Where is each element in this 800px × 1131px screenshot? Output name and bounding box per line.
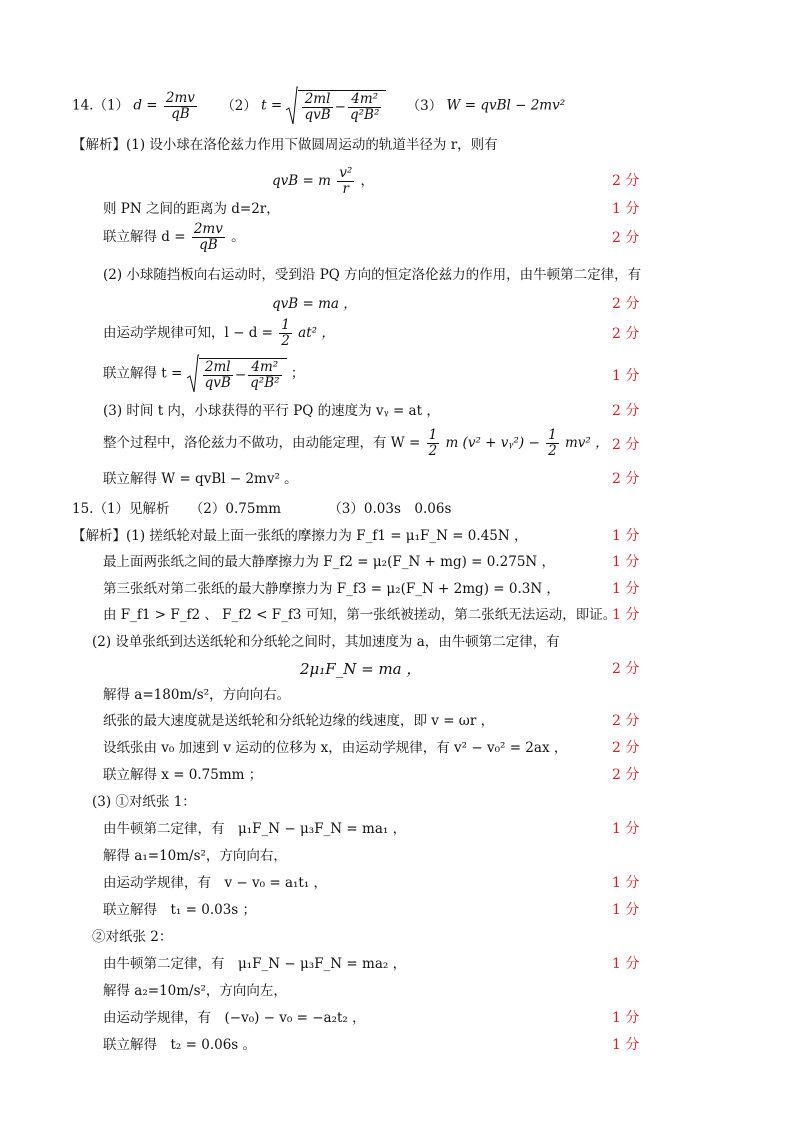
q14-eq-d-num: 2mv (193, 221, 223, 237)
q15-line-15: ②对纸张 2： (92, 929, 173, 945)
q14-eq-w-pre: 整个过程中，洛伦兹力不做功，由动能定理，有 W = (103, 435, 421, 451)
q14-eq-w-frac2 (546, 428, 559, 459)
q15-pts-2: 1 分 (612, 581, 640, 597)
q14-pts-3: 2 分 (612, 230, 640, 246)
q14-eq-circ-tail: ， (360, 173, 375, 189)
q14-part2-intro: (2) 小球随挡板向右运动时，受到沿 PQ 方向的恒定洛伦兹力的作用，由牛顿第二定律，有 (103, 267, 642, 283)
q14-eq-d-fraction (192, 222, 225, 253)
q14-a2-frac2 (348, 92, 381, 123)
q14-eq-t-n2: 4m² (251, 358, 279, 375)
q15-line-14: 联立解得 t₁ = 0.03s ； (103, 902, 257, 918)
q14-eq-d-pre: 联立解得 d = (103, 229, 186, 245)
q14-eq-kin-tail: at² ， (298, 325, 335, 341)
q14-eq-kin-pre: 由运动学规律可知，l − d = (103, 325, 273, 341)
q14-eq-circ-num: v² (339, 165, 353, 181)
q14-eq-d-den: qB (192, 237, 225, 253)
q15-pts-9: 2 分 (612, 767, 640, 783)
q15-pts-5: 2 分 (612, 661, 640, 677)
q14-part3-line: (3) 时间 t 内，小球获得的平行 PQ 的速度为 vᵧ = at ， (103, 403, 440, 419)
q14-a2-lhs: t = (261, 97, 283, 114)
q14-a2-frac2-den: q²B² (349, 106, 380, 123)
q14-eq-circular-motion (272, 166, 374, 197)
q14-eq-circ-fraction (337, 166, 354, 197)
q15-line-1: 最上面两张纸之间的最大静摩擦力为 F_f2 = μ₂(F_N + mg) = 0.275N ， (103, 554, 556, 570)
q14-eq-circ-lhs: qvB = m (272, 173, 331, 189)
q15-pts-0: 1 分 (612, 528, 640, 544)
q15-line-0: 【解析】(1) 搓纸轮对最上面一张纸的摩擦力为 F_f1 = μ₁F_N = 0.45N ， (72, 528, 528, 544)
q14-a2-minus: − (334, 99, 346, 115)
q14-eq-t-frac2 (248, 360, 281, 391)
q14-eq-w-den1: 2 (428, 443, 438, 459)
q14-a1-fraction (164, 91, 197, 122)
q14-eq-t-tail: ； (290, 365, 305, 382)
q15-line-9: 联立解得 x = 0.75mm ； (103, 767, 263, 783)
q14-eq-w-tail: mv² ， (564, 435, 609, 451)
q14-eq-w-num2: 1 (548, 427, 557, 443)
q15-line-5: 2μ₁F_N = ma ， (300, 660, 422, 678)
q14-explanation-intro: 【解析】(1) 设小球在洛伦兹力作用下做圆周运动的轨道半径为 r，则有 (72, 137, 498, 153)
q15-line-18: 由运动学规律，有 (−v₀) − v₀ = −a₂t₂ ， (103, 1010, 366, 1026)
q14-eq-work (103, 428, 609, 459)
q14-pts-7: 1 分 (612, 368, 640, 384)
q14-eq-t-frac1 (203, 360, 233, 391)
q15-pts-11: 1 分 (612, 821, 640, 837)
q14-a2-frac1-num: 2ml (304, 90, 331, 107)
q14-pts-6: 2 分 (612, 326, 640, 342)
q14-eq-t-d1: qvB (204, 374, 231, 391)
q15-line-8: 设纸张由 v₀ 加速到 v 运动的位移为 x，由运动学规律，有 v² − v₀² = 2ax ， (103, 740, 568, 756)
q14-eq-t-pre: 联立解得 t = (103, 365, 183, 382)
q15-pts-13: 1 分 (612, 875, 640, 891)
q14-final-w: 联立解得 W = qvBl − 2mv² 。 (103, 471, 298, 487)
q15-line-11: 由牛顿第二定律，有 μ₁F_N − μ₃F_N = ma₁ ， (103, 821, 407, 837)
q15-line-6: 解得 a=180m/s²，方向向右。 (103, 687, 291, 703)
q14-number: 14.（1） (72, 97, 130, 114)
q14-eq-t-d2: q²B² (250, 374, 280, 391)
q14-line-pn-distance: 则 PN 之间的距离为 d=2r， (103, 201, 280, 217)
q14-part3-label: （3） (406, 97, 443, 114)
q15-line-12: 解得 a₁=10m/s²，方向向右， (103, 848, 287, 864)
q14-eq-w-frac1 (427, 428, 440, 459)
q14-a2-frac2-num: 4m² (351, 90, 379, 107)
q15-answer-line: 15.（1）见解析 （2）0.75mm （3）0.03s 0.06s (72, 501, 452, 517)
q14-a3: W = qvBl − 2mv² (446, 97, 566, 114)
q15-pts-3: 1 分 (612, 607, 640, 623)
q14-a2-frac1-den: qvB (304, 106, 331, 123)
q14-eq-circ-den: r (337, 181, 354, 197)
q14-a1-lhs: d = (133, 97, 158, 114)
q14-eq-d-tail: 。 (231, 229, 245, 245)
q14-pts-10: 2 分 (612, 471, 640, 487)
q14-eq-d (103, 222, 245, 253)
radical-sign-icon (286, 86, 298, 126)
q14-eq-newton: qvB = ma ， (272, 296, 357, 312)
q14-pts-2: 1 分 (612, 201, 640, 217)
q15-pts-19: 1 分 (612, 1037, 640, 1053)
q15-line-17: 解得 a₂=10m/s²，方向向左， (103, 983, 287, 999)
q14-eq-w-den2: 2 (548, 443, 557, 459)
q15-pts-7: 2 分 (612, 713, 640, 729)
q15-line-4: (2) 设单张纸到达送纸轮和分纸轮之间时，其加速度为 a，由牛顿第二定律，有 (92, 634, 560, 650)
q15-line-19: 联立解得 t₂ = 0.06s 。 (103, 1037, 257, 1053)
q14-pts-8: 2 分 (612, 403, 640, 419)
q14-a2-frac1 (302, 92, 332, 123)
q15-line-13: 由运动学规律，有 v − v₀ = a₁t₁ ， (103, 875, 328, 891)
q14-a1-numerator: 2mv (165, 89, 195, 106)
q15-line-7: 纸张的最大速度就是送纸轮和分纸轮边缘的线速度，即 v = ωr ， (103, 713, 495, 729)
q14-eq-t-minus: − (234, 367, 247, 383)
q15-line-3: 由 F_f1 > F_f2 、 F_f2 < F_f3 可知，第一张纸被搓动，第二张纸无法运动，即证。 (103, 607, 617, 623)
q14-eq-t-radical (187, 354, 287, 394)
q14-eq-kin-num: 1 (281, 317, 290, 333)
q14-pts-5: 2 分 (612, 296, 640, 312)
q14-eq-w-num1: 1 (428, 427, 438, 443)
q14-eq-kin-den: 2 (281, 333, 290, 349)
q15-line-16: 由牛顿第二定律，有 μ₁F_N − μ₃F_N = ma₂ ， (103, 956, 407, 972)
q14-eq-t-n1: 2ml (204, 358, 231, 375)
q14-part2-label: （2） (221, 97, 257, 114)
q15-line-2: 第三张纸对第二张纸的最大静摩擦力为 F_f3 = μ₂(F_N + 2mg) = 0.3N ， (103, 581, 560, 597)
q15-pts-8: 2 分 (612, 740, 640, 756)
q14-eq-kinematics (103, 318, 335, 349)
q14-pts-9: 2 分 (612, 437, 640, 453)
q14-eq-kin-fraction (279, 318, 292, 349)
q15-pts-14: 1 分 (612, 902, 640, 918)
q15-pts-16: 1 分 (612, 956, 640, 972)
q14-pts-1: 2 分 (612, 173, 640, 189)
q15-pts-18: 1 分 (612, 1010, 640, 1026)
q14-answer-line (72, 86, 565, 126)
q14-eq-t (103, 354, 304, 394)
q14-a2-radical (286, 86, 386, 126)
q15-pts-1: 1 分 (612, 554, 640, 570)
q14-eq-w-mid: m (v² + vᵧ²) − (445, 435, 540, 451)
q14-a1-denominator: qB (164, 106, 197, 122)
radical-sign-icon (187, 354, 199, 394)
q15-line-10: (3) ①对纸张 1： (92, 794, 196, 810)
